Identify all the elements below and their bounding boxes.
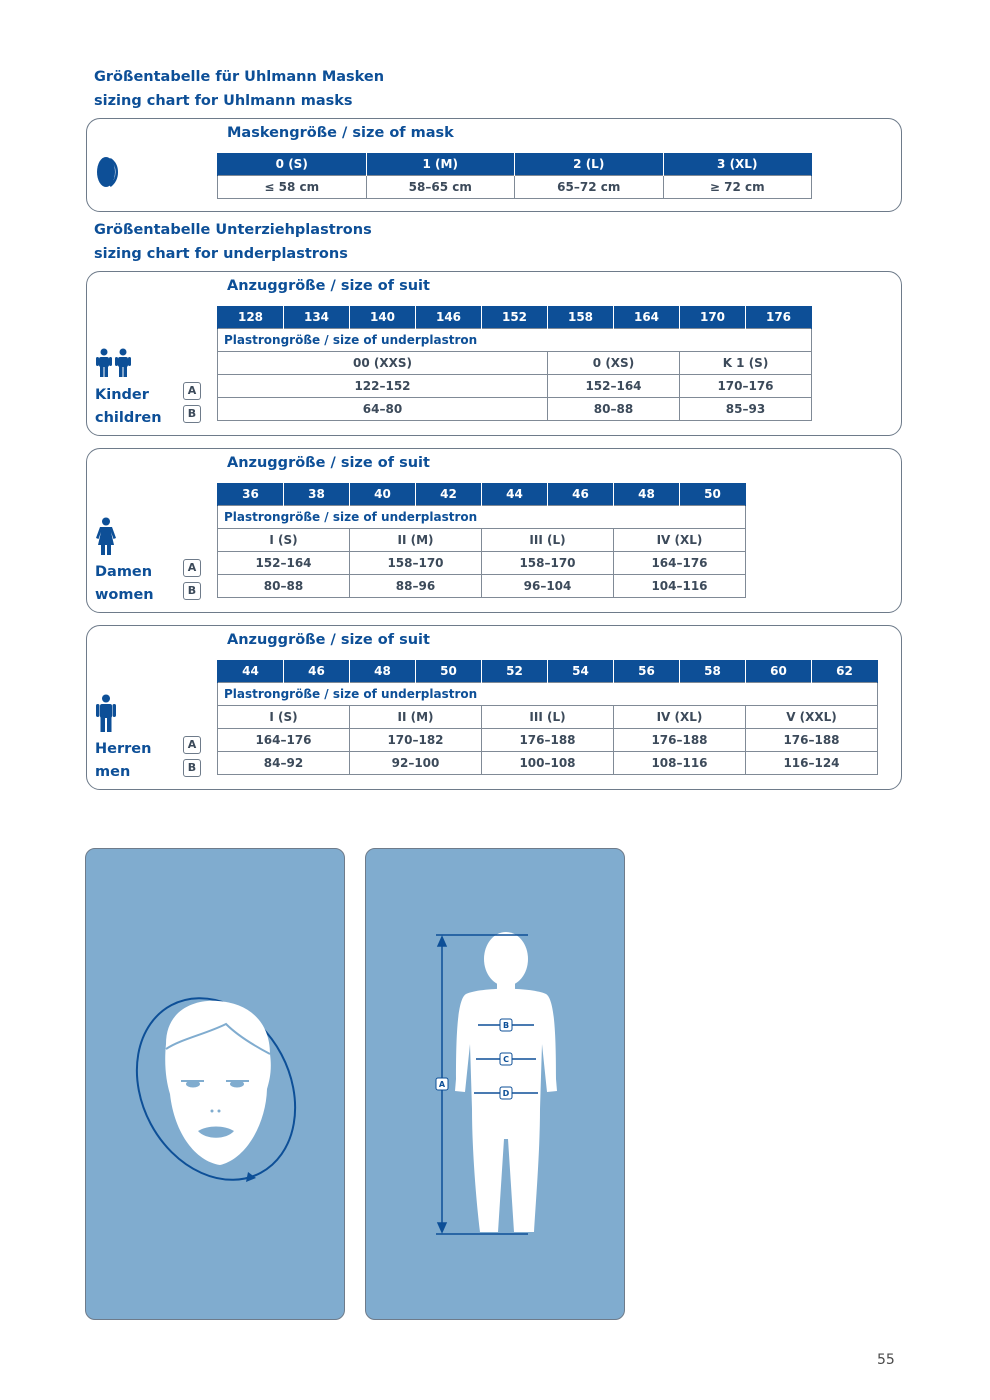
measurement-cell: 108–116 xyxy=(614,752,746,775)
measurement-row-b xyxy=(218,575,746,598)
suit-size-cell: 46 xyxy=(284,660,350,683)
measurement-cell: 158–170 xyxy=(482,552,614,575)
plastron-size-cell: II (M) xyxy=(350,706,482,729)
measurement-cell: 176–188 xyxy=(614,729,746,752)
measurement-cell: 164–176 xyxy=(614,552,746,575)
plastron-size-cell: IV (XL) xyxy=(614,706,746,729)
women-label-de: Damen xyxy=(95,564,153,580)
measurement-cell: 85–93 xyxy=(680,398,812,421)
children-size-table xyxy=(217,306,812,421)
row-key-b: B xyxy=(183,405,201,423)
suit-size-cell: 54 xyxy=(548,660,614,683)
measurement-cell: 176–188 xyxy=(482,729,614,752)
plastron-size-cell: I (S) xyxy=(218,529,350,552)
plastron-subtitle-row xyxy=(218,329,812,352)
plastron-size-cell: K 1 (S) xyxy=(680,352,812,375)
measurement-cell: 116–124 xyxy=(746,752,878,775)
measurement-cell: 84–92 xyxy=(218,752,350,775)
suit-size-cell: 56 xyxy=(614,660,680,683)
mask-value-cell: 65–72 cm xyxy=(515,176,664,199)
row-key-a: A xyxy=(183,559,201,577)
mask-heading-en: sizing chart for Uhlmann masks xyxy=(94,93,353,109)
suit-size-cell: 140 xyxy=(350,306,416,329)
measurement-row-a xyxy=(218,375,812,398)
measurement-cell: 104–116 xyxy=(614,575,746,598)
marker-b: B xyxy=(502,1021,510,1030)
row-key-a: A xyxy=(183,382,201,400)
plastron-size-cell: III (L) xyxy=(482,529,614,552)
plastron-size-cell: 0 (XS) xyxy=(548,352,680,375)
measurement-cell: 80–88 xyxy=(548,398,680,421)
measurement-cell: 122–152 xyxy=(218,375,548,398)
women-label-en: women xyxy=(95,587,154,603)
suit-size-cell: 158 xyxy=(548,306,614,329)
measurement-row-a xyxy=(218,729,878,752)
measurement-cell: 80–88 xyxy=(218,575,350,598)
mask-size-cell: 2 (L) xyxy=(515,153,664,176)
suit-size-cell: 44 xyxy=(482,483,548,506)
suit-size-header-row xyxy=(218,483,746,506)
plastron-subtitle: Plastrongröße / size of underplastron xyxy=(218,683,878,706)
mask-panel xyxy=(86,118,902,212)
measurement-row-b xyxy=(218,752,878,775)
suit-size-cell: 128 xyxy=(218,306,284,329)
mask-size-cell: 3 (XL) xyxy=(663,153,812,176)
row-key-b: B xyxy=(183,759,201,777)
suit-size-cell: 52 xyxy=(482,660,548,683)
plastron-size-cell: II (M) xyxy=(350,529,482,552)
men-size-table xyxy=(217,660,878,775)
suit-size-cell: 44 xyxy=(218,660,284,683)
women-panel xyxy=(86,448,902,613)
body-silhouette-icon xyxy=(366,849,625,1320)
children-icon xyxy=(95,348,133,378)
mask-value-cell: 58–65 cm xyxy=(366,176,515,199)
mask-size-table xyxy=(217,153,812,199)
plastron-heading-en: sizing chart for underplastrons xyxy=(94,246,348,262)
plastron-size-cell: V (XXL) xyxy=(746,706,878,729)
suit-size-header-row xyxy=(218,306,812,329)
men-panel xyxy=(86,625,902,790)
suit-size-cell: 36 xyxy=(218,483,284,506)
suit-size-cell: 146 xyxy=(416,306,482,329)
suit-size-cell: 38 xyxy=(284,483,350,506)
measurement-cell: 96–104 xyxy=(482,575,614,598)
mask-value-row xyxy=(218,176,812,199)
suit-size-cell: 48 xyxy=(614,483,680,506)
mask-value-cell: ≤ 58 cm xyxy=(218,176,367,199)
plastron-size-cell: IV (XL) xyxy=(614,529,746,552)
mask-value-cell: ≥ 72 cm xyxy=(663,176,812,199)
measurement-row-b xyxy=(218,398,812,421)
suit-size-header-row xyxy=(218,660,878,683)
plastron-size-cell: 00 (XXS) xyxy=(218,352,548,375)
marker-c: C xyxy=(503,1055,509,1064)
woman-icon xyxy=(95,517,117,555)
head-measurement-illustration xyxy=(85,848,345,1320)
measurement-cell: 158–170 xyxy=(350,552,482,575)
mask-heading-de: Größentabelle für Uhlmann Masken xyxy=(94,69,385,85)
marker-d: D xyxy=(502,1089,510,1098)
suit-size-cell: 42 xyxy=(416,483,482,506)
row-key-b: B xyxy=(183,582,201,600)
suit-size-cell: 50 xyxy=(416,660,482,683)
women-size-table xyxy=(217,483,746,598)
plastron-size-row xyxy=(218,529,746,552)
measurement-row-a xyxy=(218,552,746,575)
measurement-cell: 152–164 xyxy=(218,552,350,575)
measurement-cell: 170–182 xyxy=(350,729,482,752)
suit-size-cell: 62 xyxy=(812,660,878,683)
mask-size-title: Maskengröße / size of mask xyxy=(227,125,454,141)
plastron-size-cell: III (L) xyxy=(482,706,614,729)
fencing-mask-icon xyxy=(95,155,119,189)
suit-size-cell: 152 xyxy=(482,306,548,329)
suit-size-cell: 60 xyxy=(746,660,812,683)
children-suit-title: Anzuggröße / size of suit xyxy=(227,278,430,294)
plastron-size-row xyxy=(218,352,812,375)
page-number: 55 xyxy=(877,1352,895,1368)
plastron-size-row xyxy=(218,706,878,729)
mask-size-cell: 1 (M) xyxy=(366,153,515,176)
suit-size-cell: 46 xyxy=(548,483,614,506)
men-label-en: men xyxy=(95,764,131,780)
row-key-a: A xyxy=(183,736,201,754)
suit-size-cell: 50 xyxy=(680,483,746,506)
measurement-cell: 88–96 xyxy=(350,575,482,598)
suit-size-cell: 58 xyxy=(680,660,746,683)
men-label-de: Herren xyxy=(95,741,152,757)
measurement-cell: 152–164 xyxy=(548,375,680,398)
plastron-heading-de: Größentabelle Unterziehplastrons xyxy=(94,222,372,238)
children-label-de: Kinder xyxy=(95,387,149,403)
suit-size-cell: 170 xyxy=(680,306,746,329)
body-measurement-illustration xyxy=(365,848,625,1320)
head-circumference-icon xyxy=(86,849,345,1320)
suit-size-cell: 40 xyxy=(350,483,416,506)
plastron-subtitle-row xyxy=(218,506,746,529)
mask-size-cell: 0 (S) xyxy=(218,153,367,176)
plastron-subtitle: Plastrongröße / size of underplastron xyxy=(218,329,812,352)
suit-size-cell: 176 xyxy=(746,306,812,329)
suit-size-cell: 134 xyxy=(284,306,350,329)
marker-a: A xyxy=(438,1080,446,1089)
plastron-subtitle: Plastrongröße / size of underplastron xyxy=(218,506,746,529)
suit-size-cell: 164 xyxy=(614,306,680,329)
children-panel xyxy=(86,271,902,436)
measurement-cell: 100–108 xyxy=(482,752,614,775)
measurement-cell: 64–80 xyxy=(218,398,548,421)
plastron-subtitle-row xyxy=(218,683,878,706)
women-suit-title: Anzuggröße / size of suit xyxy=(227,455,430,471)
man-icon xyxy=(95,694,117,732)
suit-size-cell: 48 xyxy=(350,660,416,683)
measurement-cell: 92–100 xyxy=(350,752,482,775)
measurement-cell: 170–176 xyxy=(680,375,812,398)
mask-size-header-row xyxy=(218,153,812,176)
plastron-size-cell: I (S) xyxy=(218,706,350,729)
measurement-cell: 164–176 xyxy=(218,729,350,752)
children-label-en: children xyxy=(95,410,162,426)
measurement-cell: 176–188 xyxy=(746,729,878,752)
men-suit-title: Anzuggröße / size of suit xyxy=(227,632,430,648)
